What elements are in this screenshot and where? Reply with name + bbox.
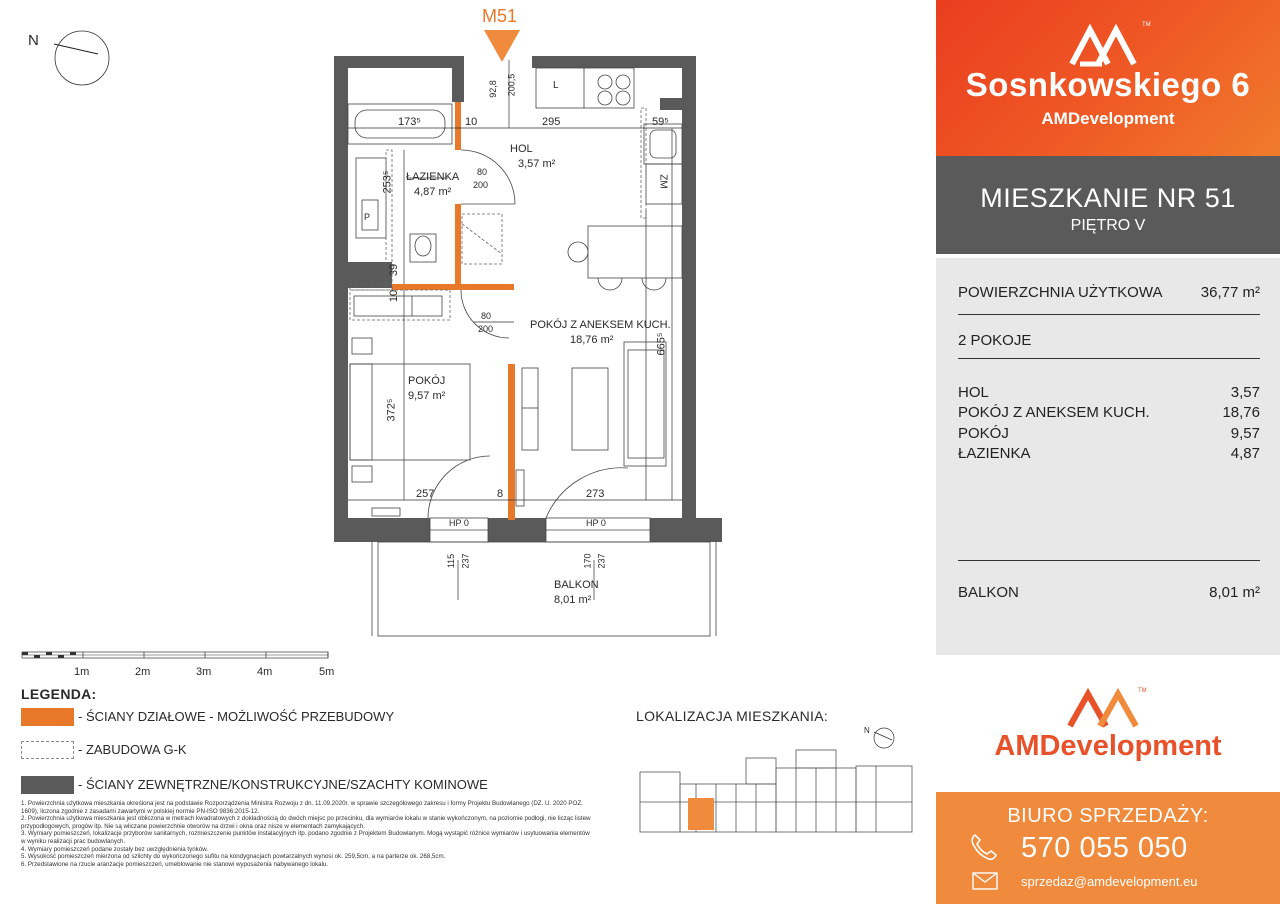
balcony-row — [958, 584, 1260, 601]
window-dimension: 237 — [596, 553, 607, 569]
legend-title: LEGENDA: — [21, 686, 97, 702]
email-link[interactable]: sprzedaz@amdevelopment.eu — [1021, 874, 1198, 889]
dimension: 273 — [586, 488, 605, 500]
room-row — [958, 425, 1260, 442]
legend-swatch-dashed — [21, 741, 74, 759]
room-label-balkon — [554, 578, 599, 608]
usable-area-row — [958, 284, 1260, 301]
divider — [958, 560, 1260, 561]
dimension: 372⁵ — [385, 398, 398, 422]
project-name: Sosnkowskiego 6 — [965, 66, 1251, 103]
footnotes — [21, 800, 591, 868]
legend-label: - ŚCIANY DZIAŁOWE - MOŻLIWOŚĆ PRZEBUDOWY — [78, 709, 395, 724]
dimension: 10 — [388, 289, 401, 303]
north-label: N — [28, 32, 39, 49]
window-sill-height: HP 0 — [449, 518, 469, 528]
room-name: BALKON — [554, 579, 599, 591]
room-area: 8,01 m² — [554, 594, 592, 606]
scale-label: 1m — [74, 666, 90, 678]
room-area: 9,57 m² — [408, 390, 446, 402]
room-row-name: ŁAZIENKA — [958, 445, 1031, 462]
room-name: POKÓJ Z ANEKSEM KUCH. — [530, 319, 671, 331]
door-width: 80 — [477, 167, 488, 177]
window-dimension: 115 — [446, 553, 457, 569]
room-label-lazienka — [406, 170, 459, 200]
scale-label: 4m — [257, 666, 273, 678]
apartment-marker: M51 — [482, 6, 518, 26]
dimension: 39 — [388, 263, 401, 277]
scale-label: 2m — [135, 666, 151, 678]
amdevelopment-logo-icon — [1068, 24, 1148, 68]
room-row-value: 3,57 — [1230, 384, 1260, 401]
room-name: POKÓJ — [408, 375, 446, 387]
zm-label: ZM — [657, 174, 669, 189]
trademark: TM — [1142, 22, 1151, 28]
balcony-label: BALKON — [958, 584, 1019, 601]
room-row-value: 9,57 — [1230, 425, 1260, 442]
room-row — [958, 384, 1260, 401]
scale-label: 5m — [319, 666, 335, 678]
sales-title: BIURO SPRZEDAŻY: — [1007, 805, 1209, 827]
room-name: HOL — [510, 143, 533, 155]
phone-icon — [968, 832, 998, 862]
door-height: 200 — [478, 324, 494, 334]
window-dimension: 237 — [460, 553, 471, 569]
room-area: 3,57 m² — [518, 158, 556, 170]
dimension: 173⁵ — [398, 116, 421, 128]
dimension: 10 — [465, 116, 478, 128]
scale-bar-graphic — [21, 650, 341, 662]
balcony-value: 8,01 m² — [1209, 584, 1260, 601]
rooms-count: 2 POKOJE — [958, 332, 1032, 349]
developer-logo-text: AMDevelopment — [994, 730, 1222, 762]
door-height: 200 — [473, 180, 489, 190]
door-width: 80 — [481, 311, 492, 321]
dimension: 59⁵ — [652, 116, 669, 128]
developer-name: AMDevelopment — [1041, 109, 1175, 128]
washer-label: P — [364, 212, 371, 222]
dimension: 92,8 — [487, 80, 498, 98]
scale-label: 3m — [196, 666, 212, 678]
footnote: 1. Powierzchnia użytkowa mieszkania określona jest na podstawie Rozporządzenia Ministra Rozwoju z dn. 11.09.2020r. w sprawie szczegółowego zakresu i formy Projektu Budowlanego (DZ. U. 2020 POZ. 1609), liczona zgodnie z zasadami zawartymi w polskiej normie PN-ISO 9836:2015-12. — [21, 800, 583, 815]
usable-area-value: 36,77 m² — [1200, 284, 1260, 301]
apartment-floor: PIĘTRO V — [1070, 217, 1146, 234]
room-name: ŁAZIENKA — [406, 171, 460, 183]
room-row-name: POKÓJ Z ANEKSEM KUCH. — [958, 404, 1150, 421]
amdevelopment-logo-icon — [1066, 688, 1154, 728]
footnote: 2. Powierzchnia użytkowa mieszkania jest obliczona w metrach kwadratowych z dokładnością do dwóch miejsc po przecinku, dla wymiarów lokalu w stanie wykończonym, na poziomie podłogi, nie licząc listew przypodłogowych, progów itp. Nie są wliczane powierzchnie otworów na drzwi i okna oraz nisze w elementach zamykających. — [21, 815, 591, 830]
trademark: TM — [1138, 688, 1147, 694]
room-label-pokoj — [408, 374, 445, 404]
footnote: 4. Wymiary pomieszczeń podane zostały bez uwzględnienia tynków. — [21, 845, 209, 853]
dimension: 253⁵ — [381, 170, 394, 194]
legend-label: - ZABUDOWA G-K — [78, 742, 187, 757]
room-row — [958, 445, 1260, 462]
window-dimension: 170 — [582, 553, 593, 569]
room-label-pokoj-aneks — [530, 318, 671, 348]
location-title: LOKALIZACJA MIESZKANIA: — [636, 708, 829, 724]
envelope-icon — [972, 872, 998, 890]
legend-swatch-orange — [21, 708, 74, 726]
window-sill-height: HP 0 — [586, 518, 606, 528]
room-row — [958, 404, 1260, 421]
sales-office — [936, 792, 1280, 904]
dimension: 295 — [542, 116, 561, 128]
room-label-hol — [510, 142, 555, 172]
legend-swatch-gray — [21, 776, 74, 794]
dimension: 665⁵ — [655, 332, 668, 356]
legend-label: - ŚCIANY ZEWNĘTRZNE/KONSTRUKCYJNE/SZACHTY KOMINOWE — [78, 777, 488, 792]
dimension: 8 — [497, 488, 504, 500]
phone-number-link[interactable]: 570 055 050 — [1021, 832, 1188, 864]
scale-bar — [21, 650, 341, 682]
usable-area-label: POWIERZCHNIA UŻYTKOWA — [958, 284, 1163, 301]
location-map — [636, 728, 916, 848]
footnote: 6. Przedstawione na rzucie aranżacje pomieszczeń, umeblowanie nie stanowi wyposażenia nabywanego lokalu. — [21, 860, 329, 868]
room-row-name: HOL — [958, 384, 989, 401]
apartment-header — [936, 156, 1280, 254]
room-area: 4,87 m² — [414, 186, 452, 198]
dimension: 257 — [416, 488, 435, 500]
info-panel — [936, 0, 1280, 904]
room-row-name: POKÓJ — [958, 425, 1009, 442]
dimension: 200,5 — [506, 73, 517, 97]
room-row-value: 4,87 — [1230, 445, 1260, 462]
footnote: 3. Wymiary pomieszczeń, lokalizacje przyborów sanitarnych, rozmieszczenie punktów instalacyjnych itp. podano zgodnie z Projektem Budowlanym. Mogą wystąpić różnice wymiarów i usytuowania elementów w wyniku realizacji prac budowlanych. — [21, 830, 590, 845]
room-area: 18,76 m² — [570, 334, 614, 346]
area-summary — [936, 258, 1280, 655]
footnote: 5. Wysokość pomieszczeń mierzona od szlichty do wykończonego sufitu na kondygnacjach powtarzalnych wynosi ok. 259,5cm, a na parterze ok. 268,5cm. — [21, 853, 446, 861]
divider — [958, 358, 1260, 359]
fridge-label: L — [553, 80, 559, 91]
brand-header — [936, 0, 1280, 156]
divider — [958, 314, 1260, 315]
apartment-title: MIESZKANIE NR 51 — [980, 183, 1236, 213]
room-row-value: 18,76 — [1222, 404, 1260, 421]
location-north-label: N — [864, 726, 870, 735]
